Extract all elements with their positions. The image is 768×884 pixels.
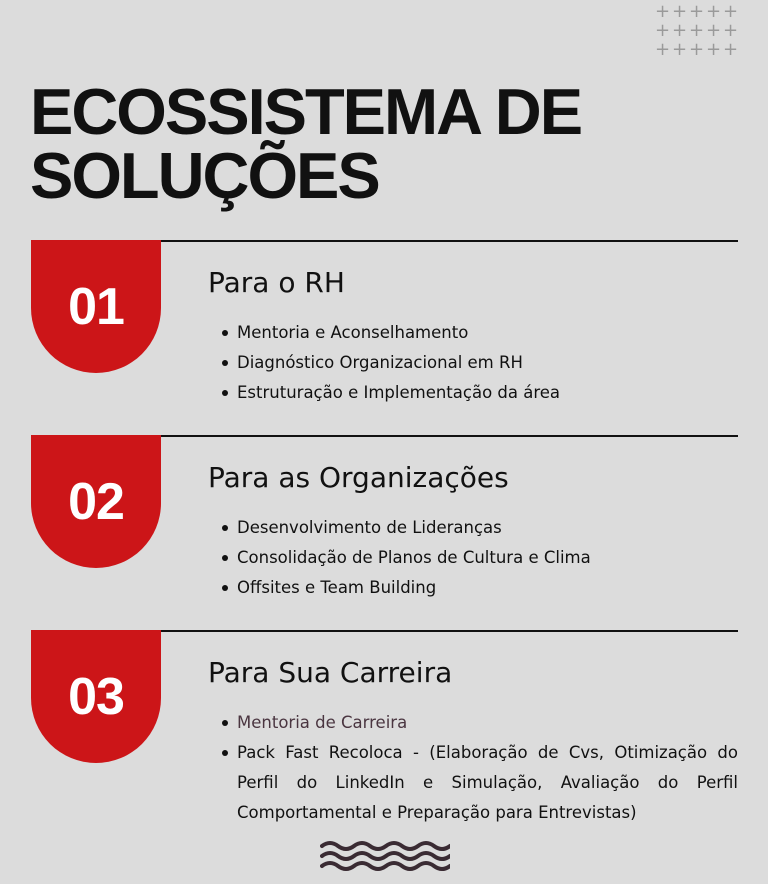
section-title: Para o RH bbox=[208, 266, 345, 299]
section-number-badge bbox=[31, 435, 161, 568]
wave-divider-icon bbox=[320, 840, 450, 874]
section-items bbox=[237, 318, 560, 408]
section-title: Para as Organizações bbox=[208, 461, 509, 494]
list-item: Diagnóstico Organizacional em RH bbox=[237, 348, 560, 378]
section-divider bbox=[160, 240, 738, 242]
section-number-badge bbox=[31, 630, 161, 763]
list-item: Pack Fast Recoloca - (Elaboração de Cvs, Otimização do Perfil do LinkedIn e Simulação, Avaliação do Perfil Comportamental e Preparação para Entrevistas) bbox=[237, 738, 738, 828]
section-number: 02 bbox=[68, 472, 124, 531]
plus-grid-icon: + + + + + + + + + + + + + + + bbox=[654, 1, 739, 60]
section-items bbox=[237, 708, 738, 828]
page-title-line-1: ECOSSISTEMA DE bbox=[30, 75, 582, 148]
list-item: Mentoria de Carreira bbox=[237, 708, 738, 738]
list-item: Consolidação de Planos de Cultura e Clima bbox=[237, 543, 591, 573]
section-number: 01 bbox=[68, 277, 124, 336]
list-item: Offsites e Team Building bbox=[237, 573, 591, 603]
section-divider bbox=[160, 630, 738, 632]
page-title-line-2: SOLUÇÕES bbox=[30, 139, 379, 212]
list-item: Estruturação e Implementação da área bbox=[237, 378, 560, 408]
section-divider bbox=[160, 435, 738, 437]
list-item: Mentoria e Aconselhamento bbox=[237, 318, 560, 348]
list-item: Desenvolvimento de Lideranças bbox=[237, 513, 591, 543]
section-number: 03 bbox=[68, 667, 124, 726]
section-number-badge bbox=[31, 240, 161, 373]
section-items bbox=[237, 513, 591, 603]
section-title: Para Sua Carreira bbox=[208, 656, 453, 689]
page-title bbox=[30, 75, 582, 212]
